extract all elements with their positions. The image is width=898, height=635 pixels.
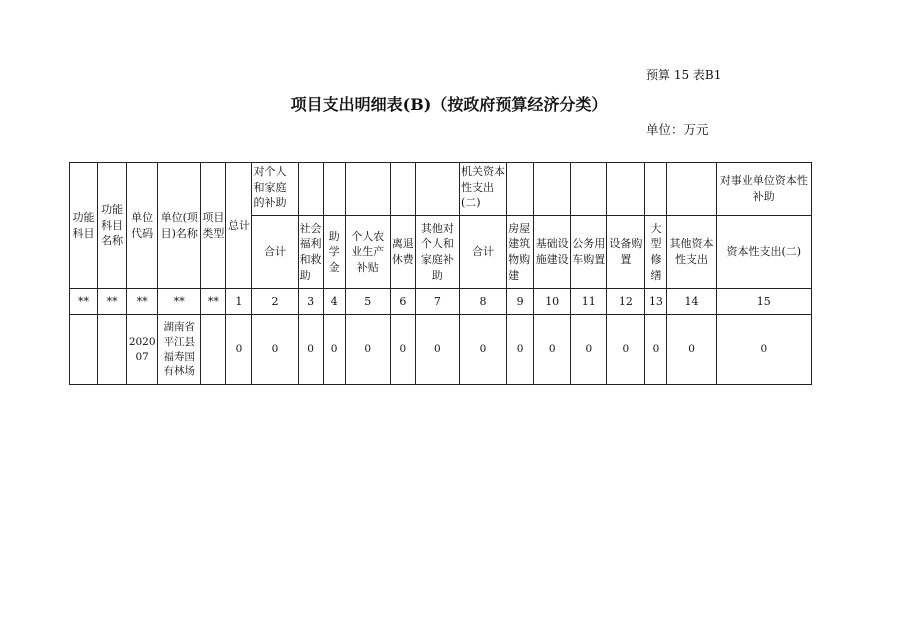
cell-value: 0 bbox=[298, 315, 323, 385]
col-unit-name: 单位(项目)名称 bbox=[158, 163, 201, 289]
cell-value: 0 bbox=[390, 315, 415, 385]
table-row bbox=[70, 315, 812, 385]
index-cell: 13 bbox=[645, 289, 667, 315]
cell-value: 0 bbox=[667, 315, 716, 385]
header-blank bbox=[298, 163, 323, 216]
index-cell: 5 bbox=[345, 289, 390, 315]
sub-personal-total: 合计 bbox=[252, 216, 298, 289]
cell-value: 0 bbox=[345, 315, 390, 385]
index-cell: 6 bbox=[390, 289, 415, 315]
col-total: 总计 bbox=[226, 163, 252, 289]
header-row-1 bbox=[70, 163, 812, 216]
cell-value: 0 bbox=[459, 315, 506, 385]
budget-table bbox=[69, 162, 812, 385]
cell-value: 0 bbox=[571, 315, 607, 385]
sub-equipment: 设备购置 bbox=[607, 216, 645, 289]
col-project-type: 项目类型 bbox=[201, 163, 226, 289]
header-blank bbox=[667, 163, 716, 216]
sub-enterprise-capital: 资本性支出(二) bbox=[716, 216, 811, 289]
col-unit-code: 单位代码 bbox=[127, 163, 158, 289]
index-cell: 12 bbox=[607, 289, 645, 315]
index-cell: ** bbox=[158, 289, 201, 315]
index-cell: ** bbox=[98, 289, 127, 315]
index-cell: 10 bbox=[534, 289, 571, 315]
index-cell: 11 bbox=[571, 289, 607, 315]
unit-label: 单位：万元 bbox=[646, 122, 709, 137]
cell-unit-code: 202007 bbox=[127, 315, 158, 385]
cell-value: 0 bbox=[607, 315, 645, 385]
group-capital: 机关资本性支出(二) bbox=[459, 163, 506, 216]
cell-func-name bbox=[98, 315, 127, 385]
index-cell: 2 bbox=[252, 289, 298, 315]
sub-student-aid: 助学金 bbox=[323, 216, 345, 289]
cell-func-code bbox=[70, 315, 98, 385]
sub-vehicle: 公务用车购置 bbox=[571, 216, 607, 289]
sub-repair: 大型修缮 bbox=[645, 216, 667, 289]
sub-infrastructure: 基础设施建设 bbox=[534, 216, 571, 289]
header-blank bbox=[323, 163, 345, 216]
cell-value: 0 bbox=[534, 315, 571, 385]
sub-other-personal: 其他对个人和家庭补助 bbox=[415, 216, 459, 289]
header-blank bbox=[571, 163, 607, 216]
cell-value: 0 bbox=[716, 315, 811, 385]
index-cell: ** bbox=[201, 289, 226, 315]
index-cell: 9 bbox=[507, 289, 534, 315]
header-blank bbox=[645, 163, 667, 216]
cell-value: 0 bbox=[645, 315, 667, 385]
header-blank bbox=[607, 163, 645, 216]
col-func-name: 功能科目名称 bbox=[98, 163, 127, 289]
cell-unit-name: 湖南省平江县福寿国有林场 bbox=[158, 315, 201, 385]
table-code: 预算 15 表B1 bbox=[646, 68, 722, 82]
cell-project-type bbox=[201, 315, 226, 385]
header-blank bbox=[345, 163, 390, 216]
sub-capital-total: 合计 bbox=[459, 216, 506, 289]
col-func-code: 功能科目 bbox=[70, 163, 98, 289]
sub-farm-subsidy: 个人农业生产补贴 bbox=[345, 216, 390, 289]
index-cell: 14 bbox=[667, 289, 716, 315]
sub-retirement: 离退休费 bbox=[390, 216, 415, 289]
group-personal: 对个人和家庭的补助 bbox=[252, 163, 298, 216]
index-row bbox=[70, 289, 812, 315]
sub-other-capital: 其他资本性支出 bbox=[667, 216, 716, 289]
index-cell: 7 bbox=[415, 289, 459, 315]
group-enterprise: 对事业单位资本性补助 bbox=[716, 163, 811, 216]
page-title: 项目支出明细表(B)（按政府预算经济分类） bbox=[290, 95, 608, 114]
header-blank bbox=[507, 163, 534, 216]
header-blank bbox=[534, 163, 571, 216]
index-cell: ** bbox=[127, 289, 158, 315]
index-cell: ** bbox=[70, 289, 98, 315]
cell-value: 0 bbox=[507, 315, 534, 385]
index-cell: 8 bbox=[459, 289, 506, 315]
index-cell: 15 bbox=[716, 289, 811, 315]
sub-house: 房屋建筑物购建 bbox=[507, 216, 534, 289]
sub-social-welfare: 社会福利和救助 bbox=[298, 216, 323, 289]
index-cell: 3 bbox=[298, 289, 323, 315]
index-cell: 1 bbox=[226, 289, 252, 315]
cell-value: 0 bbox=[252, 315, 298, 385]
header-blank bbox=[415, 163, 459, 216]
cell-value: 0 bbox=[415, 315, 459, 385]
cell-value: 0 bbox=[226, 315, 252, 385]
index-cell: 4 bbox=[323, 289, 345, 315]
header-blank bbox=[390, 163, 415, 216]
cell-value: 0 bbox=[323, 315, 345, 385]
